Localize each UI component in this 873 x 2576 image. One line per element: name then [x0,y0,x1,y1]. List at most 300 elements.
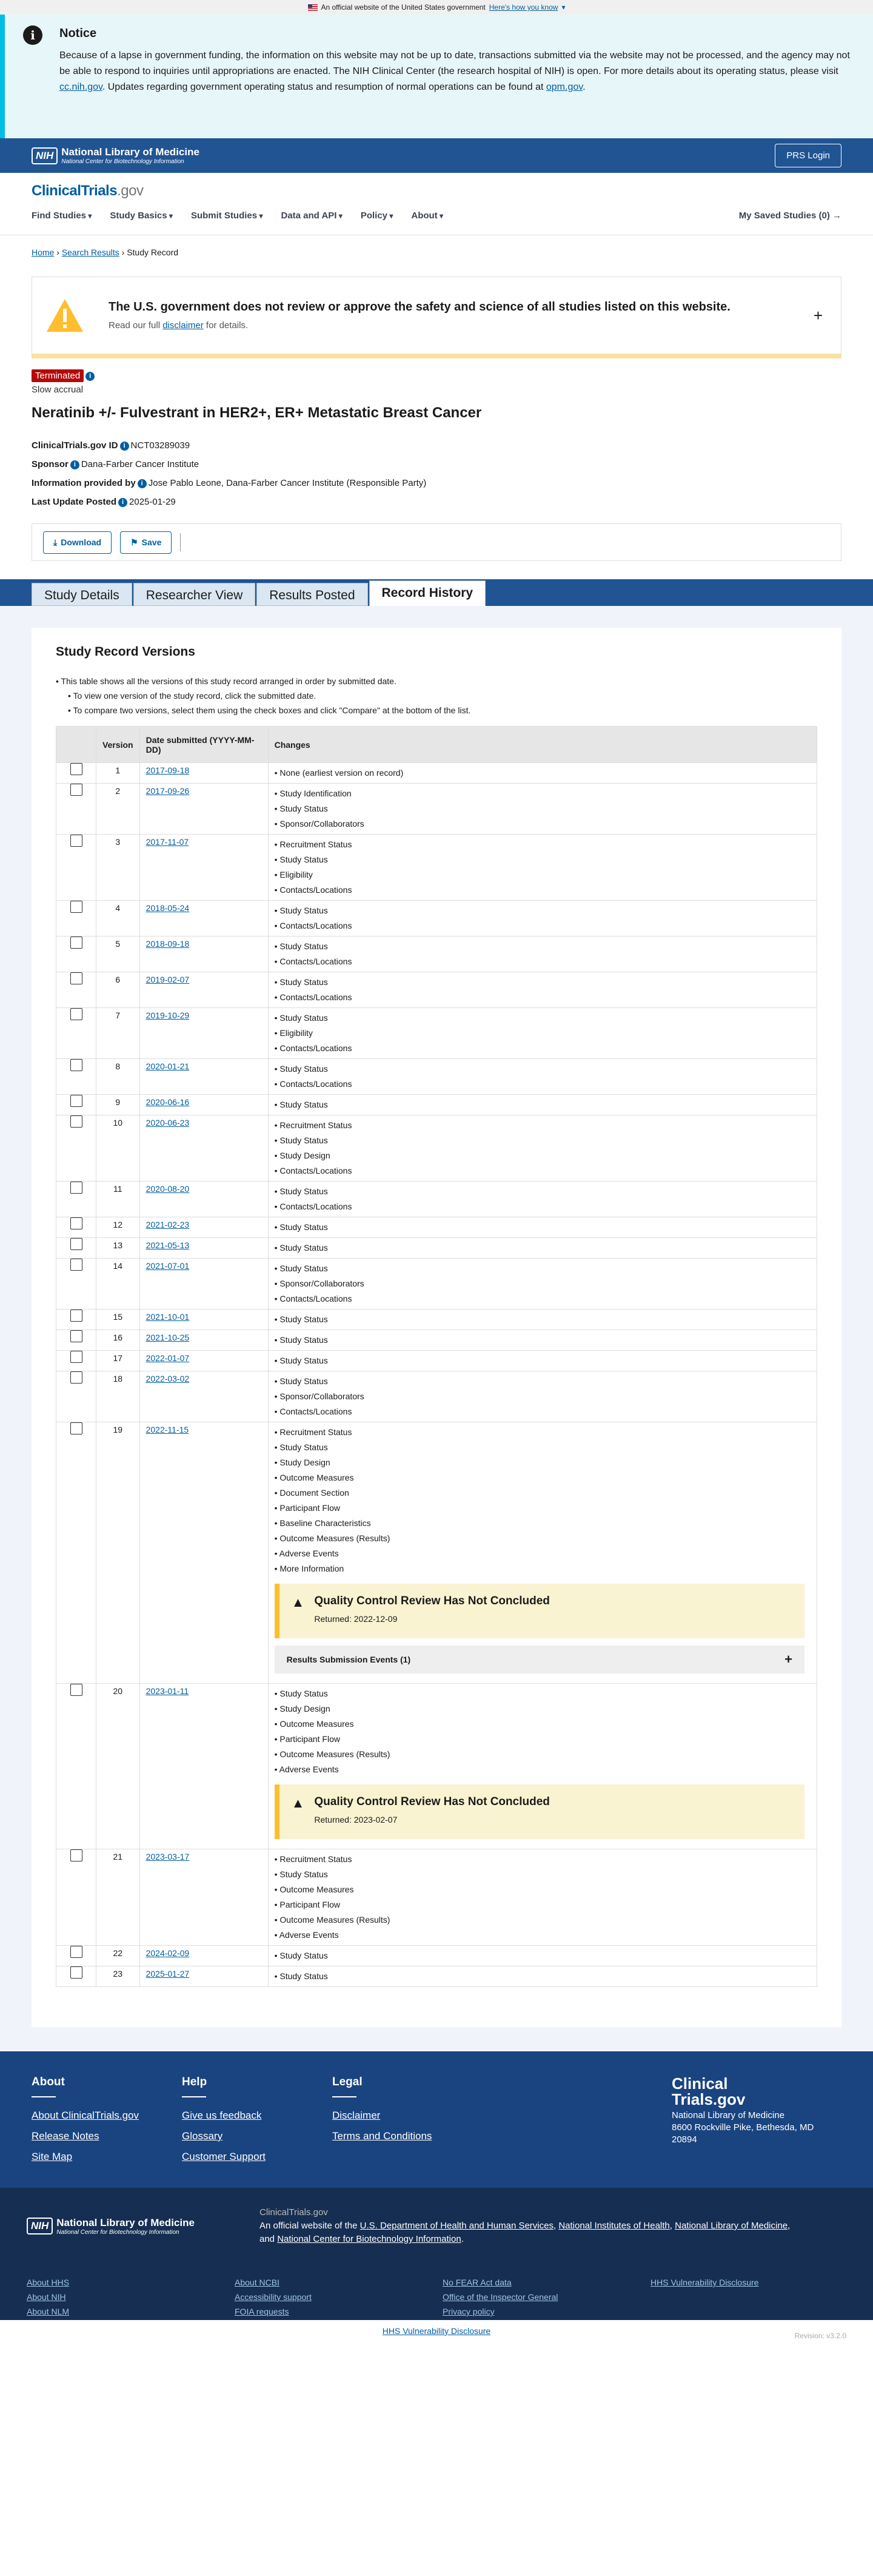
nlm-sub: National Center for Biotechnology Information [61,158,184,165]
notice-title: Notice [59,27,97,40]
table-row [56,1946,817,1966]
date-cell [139,1182,268,1217]
footer-address: National Library of Medicine [672,2110,784,2120]
change-item: • Contacts/Locations [275,990,811,1005]
version-checkbox[interactable] [70,1182,82,1194]
change-item: • Outcome Measures [275,1882,811,1897]
version-checkbox[interactable] [70,937,82,949]
change-item: • Study Status [275,1011,811,1026]
nav-submit-studies[interactable]: Submit Studies ▾ [191,210,263,221]
table-row [56,1330,817,1351]
change-item: • Document Section [275,1485,811,1501]
changes-cell [268,1684,817,1849]
nlm-logo[interactable] [32,146,199,165]
nih-logo-icon: NIH [27,2218,53,2235]
change-item: • More Information [275,1561,811,1576]
version-checkbox[interactable] [70,1238,82,1250]
footer-link[interactable]: Give us feedback [182,2110,262,2121]
changes-cell [268,1371,817,1422]
change-item: • Contacts/Locations [275,883,811,898]
version-checkbox[interactable] [70,784,82,796]
version-number: 15 [96,1310,140,1330]
version-checkbox[interactable] [70,1330,82,1342]
intro-item: • This table shows all the versions of this study record arranged in order by submitted date. [56,674,817,688]
version-date-link[interactable]: 2020-01-21 [146,1061,190,1071]
footer-link[interactable]: Disclaimer [332,2110,381,2121]
usa-gov-link[interactable]: Visit USA.gov [251,2330,307,2340]
version-checkbox[interactable] [70,1966,82,1979]
change-item: • Study Status [275,939,811,954]
nlm-footer-logo[interactable] [27,2206,241,2246]
info-icon[interactable]: i [138,479,147,488]
select-cell [56,972,96,1008]
notice-text: . Updates regarding government operating status and resumption of normal operations can be found at [102,82,546,92]
changes-cell [268,1259,817,1310]
version-date-link[interactable]: 2022-03-02 [146,1374,190,1384]
tab-record-history[interactable]: Record History [369,580,486,606]
chevron-down-icon: ▾ [561,3,566,12]
version-checkbox[interactable] [70,1217,82,1229]
select-cell [56,1371,96,1422]
version-checkbox[interactable] [70,1946,82,1958]
date-cell [139,1849,268,1946]
version-date-link[interactable]: 2021-02-23 [146,1220,190,1229]
change-item: • Outcome Measures [275,1717,811,1732]
select-cell [56,1310,96,1330]
select-cell [56,1182,96,1217]
qc-returned: Returned: 2023-02-07 [314,1815,398,1824]
change-item: • Study Status [275,1686,811,1701]
change-item: • Contacts/Locations [275,954,811,969]
date-cell [139,1351,268,1371]
gov-banner-text: An official website of the United States government [321,3,486,12]
us-flag-icon [308,4,318,11]
agency-link[interactable]: Office of the Inspector General [443,2292,558,2302]
save-button[interactable] [120,531,172,554]
tab-results-posted[interactable]: Results Posted [256,583,367,606]
warning-icon [45,298,84,333]
select-cell [56,763,96,784]
tab-study-details[interactable]: Study Details [32,583,132,606]
version-number: 12 [96,1217,140,1238]
nav-find-studies[interactable]: Find Studies ▾ [32,210,92,221]
change-item: • Participant Flow [275,1732,811,1747]
change-item: • Study Status [275,1440,811,1455]
version-number: 18 [96,1371,140,1422]
nav-about[interactable]: About ▾ [411,210,443,221]
version-date-link[interactable]: 2022-11-15 [146,1425,189,1434]
table-row [56,1371,817,1422]
table-row [56,1008,817,1059]
change-item: • Sponsor/Collaborators [275,1389,811,1404]
version-checkbox[interactable] [70,901,82,913]
table-row [56,1217,817,1238]
footer-text: Looking for U.S. government information and services? [27,2330,249,2340]
col-select [56,727,96,763]
revision: Revision: v3.2.0 [794,2332,846,2340]
change-item: • Outcome Measures (Results) [275,1531,811,1546]
change-item: • Study Status [275,975,811,990]
select-cell [56,1238,96,1259]
change-item: • Contacts/Locations [275,1041,811,1056]
logo-part: Clinical [32,183,81,199]
changes-cell [268,784,817,835]
date-cell [139,972,268,1008]
disclaimer-text-part: for details. [203,320,249,331]
table-row [56,1238,817,1259]
change-item: • Outcome Measures (Results) [275,1747,811,1762]
version-number: 19 [96,1422,140,1684]
my-saved-studies-link[interactable]: My Saved Studies (0) → [739,210,841,221]
version-date-link[interactable]: 2025-01-27 [146,1969,190,1979]
version-number: 8 [96,1059,140,1095]
prs-login-button[interactable]: PRS Login [775,144,841,167]
agency-link[interactable]: Accessibility support [235,2292,312,2302]
expand-plus-icon[interactable]: + [784,1652,792,1667]
select-cell [56,1351,96,1371]
qc-alert [275,1584,804,1638]
download-label: Download [61,537,102,547]
change-item: • Sponsor/Collaborators [275,1276,811,1291]
table-row [56,1422,817,1684]
version-checkbox[interactable] [70,1259,82,1271]
select-cell [56,1115,96,1182]
version-checkbox[interactable] [70,1059,82,1071]
bookmark-icon: ⚑ [130,537,138,547]
version-date-link[interactable]: 2021-10-25 [146,1333,190,1342]
logo-part: .gov [117,183,144,199]
change-item: • Adverse Events [275,1546,811,1561]
provided-by: Jose Pablo Leone, Dana-Farber Cancer Institute (Responsible Party) [148,478,427,488]
change-item: • Study Status [275,1240,811,1256]
table-row [56,972,817,1008]
version-checkbox[interactable] [70,1684,82,1696]
nlm-name: National Library of Medicine [61,146,199,158]
breadcrumb-search-results[interactable]: Search Results [61,247,119,257]
footer-link[interactable]: Terms and Conditions [332,2130,432,2142]
info-icon[interactable]: i [70,460,79,469]
footer-about-title: About [32,2076,182,2097]
change-item: • Adverse Events [275,1762,811,1777]
change-item: • Study Status [275,1097,811,1112]
col-version: Version [96,727,140,763]
main-nav [32,210,841,221]
date-cell [139,1310,268,1330]
change-item: • Participant Flow [275,1501,811,1516]
version-checkbox[interactable] [70,1371,82,1384]
disclaimer-link[interactable]: disclaimer [162,320,204,331]
table-row [56,763,817,784]
change-item: • Contacts/Locations [275,918,811,933]
changes-cell [268,1351,817,1371]
select-cell [56,1095,96,1115]
agency-link[interactable]: No FEAR Act data [443,2278,512,2287]
version-date-link[interactable]: 2023-03-17 [146,1852,190,1861]
version-date-link[interactable]: 2020-06-23 [146,1118,190,1128]
version-number: 20 [96,1684,140,1849]
version-date-link[interactable]: 2020-06-16 [146,1097,190,1107]
change-item: • Adverse Events [275,1928,811,1943]
version-date-link[interactable]: 2023-01-11 [146,1686,189,1696]
version-number: 17 [96,1351,140,1371]
version-number: 1 [96,763,140,784]
clinicaltrials-logo[interactable] [32,183,841,200]
site-header [0,173,873,235]
agency-link[interactable]: Privacy policy [443,2307,495,2316]
version-checkbox[interactable] [70,1095,82,1107]
col-date: Date submitted (YYYY-MM-DD) [139,727,268,763]
changes-cell [268,972,817,1008]
select-cell [56,1422,96,1684]
changes-cell [268,1310,817,1330]
site-footer [0,2051,873,2188]
intro-item: • To compare two versions, select them using the check boxes and click "Compare" at the bottom of the list. [56,703,817,718]
study-title: Neratinib +/- Fulvestrant in HER2+, ER+ Metastatic Breast Cancer [32,405,482,421]
section-title: Study Record Versions [56,645,195,659]
ncbi-link[interactable]: National Center for Biotechnology Information [277,2234,461,2244]
agency-links [27,2278,846,2316]
date-cell [139,1371,268,1422]
versions-body [56,763,817,1987]
change-item: • Study Status [275,801,811,816]
cc-nih-link[interactable]: cc.nih.gov [59,82,102,92]
table-row [56,1182,817,1217]
logo-part: Trials [81,183,118,199]
select-cell [56,1059,96,1095]
version-date-link[interactable]: 2019-02-07 [146,975,190,984]
usa-gov-text [27,2330,307,2340]
nih-logo-icon: NIH [32,147,58,164]
version-date-link[interactable]: 2019-10-29 [146,1011,190,1020]
agency-link[interactable]: HHS Vulnerability Disclosure [651,2278,759,2287]
change-item: • Sponsor/Collaborators [275,816,811,832]
study-tabs [0,579,873,606]
version-checkbox[interactable] [70,835,82,847]
select-cell [56,784,96,835]
nlm-link[interactable]: National Library of Medicine [675,2221,788,2231]
version-number: 16 [96,1330,140,1351]
version-number: 3 [96,835,140,901]
versions-table [56,726,817,1987]
table-row [56,937,817,972]
sponsor: Dana-Farber Cancer Institute [81,459,199,469]
footer-logo-part: Trials.gov [672,2090,746,2108]
footer-official-text: An official website of the U.S. Department of Health and Human Services, National Institutes of Health, National Library of Medicine, and National Center for Biotechnology Information. [259,2221,791,2244]
changes-cell [268,1238,817,1259]
version-date-link[interactable]: 2021-05-13 [146,1240,190,1250]
version-number: 4 [96,901,140,937]
info-icon[interactable]: i [118,498,127,507]
warning-icon: ▲ [291,1795,305,1811]
date-cell [139,1217,268,1238]
divider [180,533,181,551]
version-checkbox[interactable] [70,1351,82,1363]
change-item: • Study Identification [275,786,811,801]
version-number: 11 [96,1182,140,1217]
version-date-link[interactable]: 2021-10-01 [146,1312,190,1322]
change-item: • Study Status [275,1333,811,1348]
change-item: • Study Status [275,1948,811,1963]
agency-link[interactable]: About NIH [27,2292,66,2302]
version-checkbox[interactable] [70,1310,82,1322]
notice-text: . [583,82,586,92]
version-checkbox[interactable] [70,1008,82,1020]
version-date-link[interactable]: 2018-09-18 [146,939,190,949]
nav-study-basics[interactable]: Study Basics ▾ [110,210,173,221]
table-row [56,1684,817,1849]
changes-cell [268,901,817,937]
date-cell [139,1059,268,1095]
change-item: • Study Design [275,1148,811,1163]
version-number: 10 [96,1115,140,1182]
version-date-link[interactable]: 2018-05-24 [146,903,190,913]
change-item: • Recruitment Status [275,1425,811,1440]
status-badge: Terminated [32,369,84,382]
nih-link[interactable]: National Institutes of Health [558,2221,670,2231]
agency-link[interactable]: About NLM [27,2307,70,2316]
change-item: • Participant Flow [275,1897,811,1912]
date-cell [139,1684,268,1849]
tab-researcher-view[interactable]: Researcher View [133,583,256,606]
changes-cell [268,1008,817,1059]
footer-link[interactable]: Customer Support [182,2151,266,2162]
footer-link[interactable]: Site Map [32,2151,73,2162]
notice-body [59,48,854,95]
agency-link[interactable]: FOIA requests [235,2307,289,2316]
footer-link[interactable]: About ClinicalTrials.gov [32,2110,139,2121]
qc-title: Quality Control Review Has Not Concluded [314,1795,550,1808]
change-item: • Study Status [275,1353,811,1368]
changes-cell [268,1182,817,1217]
change-item: • Study Status [275,1969,811,1984]
disclaimer-text-part: Read our full [109,320,163,331]
version-date-link[interactable]: 2017-09-26 [146,786,190,796]
table-row [56,1115,817,1182]
change-item: • Recruitment Status [275,1852,811,1867]
intro-item: • To view one version of the study record, click the submitted date. [56,688,817,703]
version-checkbox[interactable] [70,1849,82,1861]
intro-list [56,674,817,718]
nct-id-label: ClinicalTrials.gov ID [32,440,118,451]
agency-link[interactable]: About NCBI [235,2278,279,2287]
version-checkbox[interactable] [70,763,82,775]
version-number: 22 [96,1946,140,1966]
version-number: 2 [96,784,140,835]
version-number: 21 [96,1849,140,1946]
hhs-vulnerability-link[interactable]: HHS Vulnerability Disclosure [382,2326,491,2336]
nav-data-api[interactable]: Data and API ▾ [281,210,342,221]
version-checkbox[interactable] [70,1115,82,1128]
date-cell [139,784,268,835]
expand-plus-icon[interactable]: + [813,306,823,325]
sponsor-label: Sponsor [32,459,69,469]
info-icon: i [23,25,42,45]
version-checkbox[interactable] [70,1422,82,1434]
footer-link[interactable]: Glossary [182,2130,223,2142]
date-cell [139,1008,268,1059]
hhs-link[interactable]: U.S. Department of Health and Human Services [360,2221,554,2231]
date-cell [139,937,268,972]
table-bottom-spacer [56,1987,817,2027]
changes-cell [268,1422,817,1684]
footer-brand [672,2076,841,2164]
version-date-link[interactable]: 2022-01-07 [146,1353,190,1363]
heres-how-you-know-link[interactable]: Here's how you know [489,3,558,12]
date-cell [139,1946,268,1966]
change-item: • Study Status [275,1867,811,1882]
qc-returned: Returned: 2022-12-09 [314,1614,398,1624]
info-icon[interactable]: i [120,442,129,451]
change-item: • Study Status [275,1133,811,1148]
actions-bar [32,523,841,561]
change-item: • Eligibility [275,1026,811,1041]
version-date-link[interactable]: 2017-09-18 [146,765,190,775]
change-item: • Study Status [275,1220,811,1235]
version-number: 6 [96,972,140,1008]
table-row [56,901,817,937]
version-date-link[interactable]: 2017-11-07 [146,837,189,847]
footer-logo[interactable] [672,2076,841,2107]
agency-link[interactable]: About HHS [27,2278,70,2287]
opm-link[interactable]: opm.gov [546,82,583,92]
version-date-link[interactable]: 2021-07-01 [146,1261,190,1271]
qc-title: Quality Control Review Has Not Concluded [314,1595,550,1607]
date-cell [139,763,268,784]
select-cell [56,1330,96,1351]
table-row [56,1351,817,1371]
info-icon[interactable]: i [85,372,95,381]
changes-cell [268,763,817,784]
change-item: • None (earliest version on record) [275,765,811,781]
date-cell [139,1330,268,1351]
change-item: • Eligibility [275,867,811,883]
change-item: • Study Status [275,1061,811,1077]
change-item: • Study Status [275,852,811,867]
breadcrumb-current: Study Record [127,247,179,257]
breadcrumb-home[interactable]: Home [32,247,55,257]
version-number: 7 [96,1008,140,1059]
nav-policy[interactable]: Policy ▾ [361,210,393,221]
disclaimer-accordion[interactable] [32,277,841,358]
study-summary [0,358,873,561]
footer-ct-name: ClinicalTrials.gov [259,2207,328,2218]
footer-link[interactable]: Release Notes [32,2130,99,2142]
footer-address: 8600 Rockville Pike, Bethesda, MD 20894 [672,2122,814,2145]
date-cell [139,1259,268,1310]
notice-text: Because of a lapse in government funding, the information on this website may not be up to date, transactions submitted via the website may not be processed, and the agency may not be able to respond to inquiries until appropriations are enacted. The NIH Clinical Center (the research hospital of NIH) is open. For more details about its operating status, please visit [59,50,850,76]
last-update-label: Last Update Posted [32,497,117,507]
version-date-link[interactable]: 2024-02-09 [146,1948,190,1958]
table-row [56,835,817,901]
change-item: • Contacts/Locations [275,1163,811,1179]
results-submission-events-accordion[interactable] [275,1646,804,1673]
save-label: Save [141,537,162,547]
table-row [56,1259,817,1310]
version-checkbox[interactable] [70,972,82,984]
table-row [56,1966,817,1987]
version-number: 13 [96,1238,140,1259]
footer-text: An official website of the [259,2221,360,2231]
disclaimer-text [109,320,731,331]
last-update: 2025-01-29 [129,497,176,507]
version-date-link[interactable]: 2020-08-20 [146,1184,190,1194]
record-history-section [0,606,873,2051]
date-cell [139,1422,268,1684]
changes-cell [268,1849,817,1946]
download-button[interactable] [43,531,112,554]
change-item: • Study Status [275,1374,811,1389]
table-row [56,1849,817,1946]
